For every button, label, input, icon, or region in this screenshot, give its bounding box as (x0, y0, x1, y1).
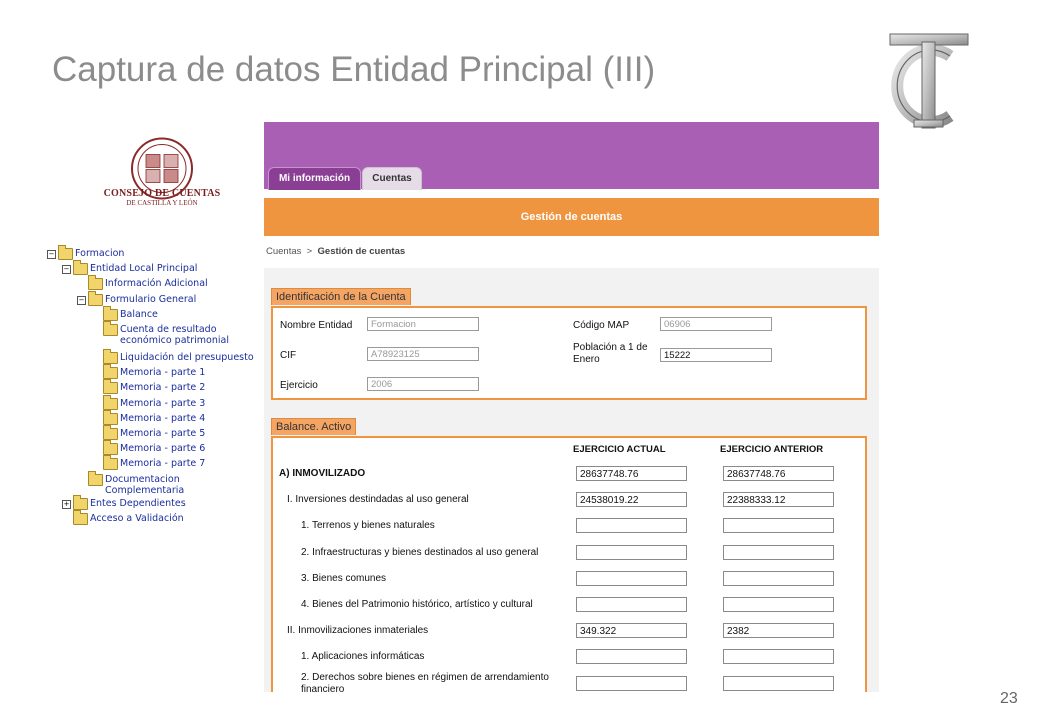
folder-icon (88, 278, 103, 290)
tree-node-label-line1[interactable]: Memoria - parte 6 (120, 443, 206, 455)
ejercicio-anterior-input[interactable] (723, 518, 834, 533)
balance-row-label (301, 651, 424, 663)
page-number: 23 (1000, 690, 1018, 707)
balance-row-label-line1: 2. Infraestructuras y bienes destinados al uso general (301, 546, 539, 558)
folder-icon (103, 309, 118, 321)
tree-node-label[interactable] (120, 382, 205, 393)
tree-node-label[interactable] (120, 428, 205, 439)
balance-row-label-line1: 2. Derechos sobre bienes en régimen de arrendamiento (301, 671, 549, 683)
ejercicio-anterior-input[interactable] (723, 571, 834, 586)
ejercicio-anterior-input[interactable] (723, 649, 834, 664)
tree-node-label[interactable] (75, 248, 124, 259)
tree-node-label[interactable] (120, 309, 158, 320)
tree-node-label-line1[interactable]: Memoria - parte 5 (120, 428, 206, 439)
poblacion-label-line2: Enero (573, 354, 600, 365)
ejercicio-actual-input[interactable]: 24538019.22 (576, 492, 687, 507)
ejercicio-actual-input[interactable]: 28637748.76 (576, 466, 687, 481)
tree-node-label-line1[interactable]: Entidad Local Principal (90, 263, 198, 275)
folder-icon (103, 352, 118, 364)
folder-icon (58, 248, 73, 260)
balance-row-label-line1: 1. Aplicaciones informáticas (301, 651, 425, 663)
collapse-icon[interactable]: − (48, 250, 55, 258)
tree-node-label[interactable] (120, 443, 205, 454)
balance-section (271, 436, 867, 692)
balance-row-label (301, 599, 533, 611)
tree-node[interactable] (77, 294, 196, 306)
tree-node-label[interactable] (90, 263, 197, 274)
tree-node-label[interactable] (120, 413, 205, 424)
ejercicio-anterior-input[interactable]: 2382 (723, 623, 834, 638)
balance-row-label-line1: A) INMOVILIZADO (279, 468, 366, 479)
nombre-entidad-label: Nombre Entidad (280, 320, 353, 331)
content-area (264, 268, 879, 692)
collapse-icon[interactable]: − (78, 295, 85, 304)
tree-node-label[interactable] (120, 324, 229, 346)
column-ejercicio-anterior: EJERCICIO ANTERIOR (720, 444, 824, 455)
ejercicio-label: Ejercicio (280, 380, 318, 391)
balance-row-label (301, 547, 538, 559)
balance-row-label-line1: 4. Bienes del Patrimonio histórico, artístico y cultural (301, 599, 533, 610)
balance-row-label (287, 625, 428, 637)
tree-node-label-line1[interactable]: Entes Dependientes (90, 497, 186, 509)
balance-row-label (301, 672, 549, 692)
tree-node-label-line1[interactable]: Documentacion (105, 473, 180, 485)
tree-node-label[interactable] (120, 352, 254, 363)
folder-icon (73, 263, 88, 275)
tree-node-label-line1[interactable]: Memoria - parte 2 (120, 382, 206, 394)
tree-node[interactable] (62, 263, 197, 275)
folder-icon (103, 443, 118, 455)
tribunal-logo (884, 28, 974, 132)
breadcrumb (266, 246, 405, 257)
slide-title: Captura de datos Entidad Principal (III) (52, 50, 656, 89)
tree-node-label[interactable] (105, 294, 196, 305)
cif-label: CIF (280, 350, 297, 361)
organization-name (92, 188, 232, 207)
tree-node[interactable] (103, 398, 205, 410)
ejercicio-actual-input[interactable] (576, 649, 687, 664)
identificacion-section (271, 306, 867, 400)
tree-node[interactable] (103, 458, 205, 470)
breadcrumb-separator: > (306, 246, 313, 257)
cif-field[interactable]: A78923125 (367, 347, 479, 361)
identificacion-section-title: Identificación de la Cuenta (271, 288, 411, 305)
tree-node[interactable] (47, 248, 124, 260)
balance-row-label-line1: I. Inversiones destindadas al uso general (287, 494, 469, 506)
ejercicio-actual-input[interactable] (576, 518, 687, 533)
organization-name-line1: CONSEJO DE CUENTAS (103, 188, 221, 199)
folder-icon (73, 513, 88, 525)
tree-node-label[interactable] (120, 367, 205, 378)
tree-node[interactable] (103, 324, 229, 346)
ejercicio-actual-input[interactable] (576, 571, 687, 586)
tree-node-label-line1[interactable]: Liquidación del presupuesto (120, 352, 254, 363)
poblacion-field[interactable]: 15222 (660, 348, 772, 362)
tree-node-label-line1[interactable]: Formacion (75, 248, 125, 259)
folder-icon (103, 428, 118, 440)
tree-node-label-line2[interactable]: Complementaria (105, 484, 185, 496)
tree-node[interactable] (103, 428, 205, 440)
tree-node[interactable] (103, 309, 158, 321)
folder-icon (103, 367, 118, 379)
tree-node-label-line1[interactable]: Balance (120, 308, 158, 320)
tree-node-label-line1[interactable]: Memoria - parte 3 (120, 397, 206, 409)
tab-cuentas[interactable]: Cuentas (362, 167, 422, 190)
tree-node[interactable] (103, 367, 205, 379)
collapse-icon[interactable]: − (63, 265, 70, 274)
ejercicio-anterior-input[interactable]: 28637748.76 (723, 466, 834, 481)
poblacion-label-line1: Población a 1 de (573, 342, 648, 353)
ejercicio-anterior-input[interactable] (723, 545, 834, 560)
app-window (264, 122, 879, 692)
tree-node-label[interactable] (90, 513, 184, 524)
tree-node[interactable] (103, 443, 205, 455)
tree-node[interactable] (103, 352, 254, 364)
nombre-entidad-field[interactable]: Formacion (367, 317, 479, 331)
tree-node-label[interactable] (120, 398, 205, 409)
ejercicio-actual-input[interactable] (576, 676, 687, 691)
folder-icon (103, 382, 118, 394)
tree-node-label-line1[interactable]: Cuenta de resultado (120, 324, 217, 335)
balance-section-title: Balance. Activo (271, 418, 356, 435)
ejercicio-actual-input[interactable] (576, 597, 687, 612)
ejercicio-anterior-input[interactable] (723, 597, 834, 612)
folder-icon (103, 398, 118, 410)
tab-mi-informacion[interactable]: Mi información (268, 167, 361, 190)
tree-node-label[interactable] (90, 498, 186, 509)
ejercicio-field[interactable]: 2006 (367, 377, 479, 391)
tree-node[interactable] (73, 513, 184, 525)
balance-row-label-line1: II. Inmovilizaciones inmateriales (287, 625, 429, 637)
folder-icon (103, 458, 118, 470)
codigo-map-label: Código MAP (573, 320, 630, 331)
tree-node[interactable] (88, 278, 208, 290)
balance-row-label (301, 520, 435, 532)
breadcrumb-current: Gestión de cuentas (317, 246, 406, 257)
folder-icon (73, 498, 88, 510)
section-header: Gestión de cuentas (264, 198, 879, 236)
ejercicio-anterior-input[interactable] (723, 676, 834, 691)
ejercicio-actual-input[interactable]: 349.322 (576, 623, 687, 638)
ejercicio-anterior-input[interactable]: 22388333.12 (723, 492, 834, 507)
balance-row-label-line1: 1. Terrenos y bienes naturales (301, 520, 435, 532)
expand-icon[interactable]: + (63, 499, 70, 508)
tree-node-label-line2[interactable]: económico patrimonial (120, 335, 229, 346)
tree-node-label-line1[interactable]: Memoria - parte 7 (120, 458, 206, 470)
codigo-map-field[interactable]: 06906 (660, 317, 772, 331)
balance-row-label (279, 468, 365, 480)
tree-node-label-line1[interactable]: Memoria - parte 4 (120, 412, 206, 424)
ejercicio-actual-input[interactable] (576, 545, 687, 560)
organization-name-line2: DE CASTILLA Y LEÓN (126, 199, 198, 207)
folder-icon (103, 324, 118, 336)
balance-row-label-line1: 3. Bienes comunes (301, 572, 387, 584)
column-ejercicio-actual: EJERCICIO ACTUAL (573, 444, 666, 455)
tree-node-label[interactable] (120, 458, 205, 469)
tree-node[interactable] (62, 498, 186, 510)
balance-row-label (287, 494, 469, 506)
balance-row-label (301, 573, 386, 585)
tree-node-label-line1[interactable]: Formulario General (105, 293, 197, 305)
tree-node-label[interactable] (105, 474, 184, 496)
tree-node-label-line1[interactable]: Información Adicional (105, 278, 208, 290)
folder-icon (103, 413, 118, 425)
navigation-panel (40, 118, 265, 692)
tree-node[interactable] (88, 474, 184, 496)
folder-icon (88, 294, 103, 306)
tree-node[interactable] (103, 413, 205, 425)
folder-icon (88, 474, 103, 486)
balance-row-label-line2: financiero (301, 683, 345, 692)
tree-node[interactable] (103, 382, 205, 394)
tree-node-label-line1[interactable]: Acceso a Validación (90, 512, 184, 524)
tree-node-label[interactable] (105, 278, 208, 289)
tree-node-label-line1[interactable]: Memoria - parte 1 (120, 367, 206, 379)
breadcrumb-root[interactable]: Cuentas (266, 246, 302, 257)
